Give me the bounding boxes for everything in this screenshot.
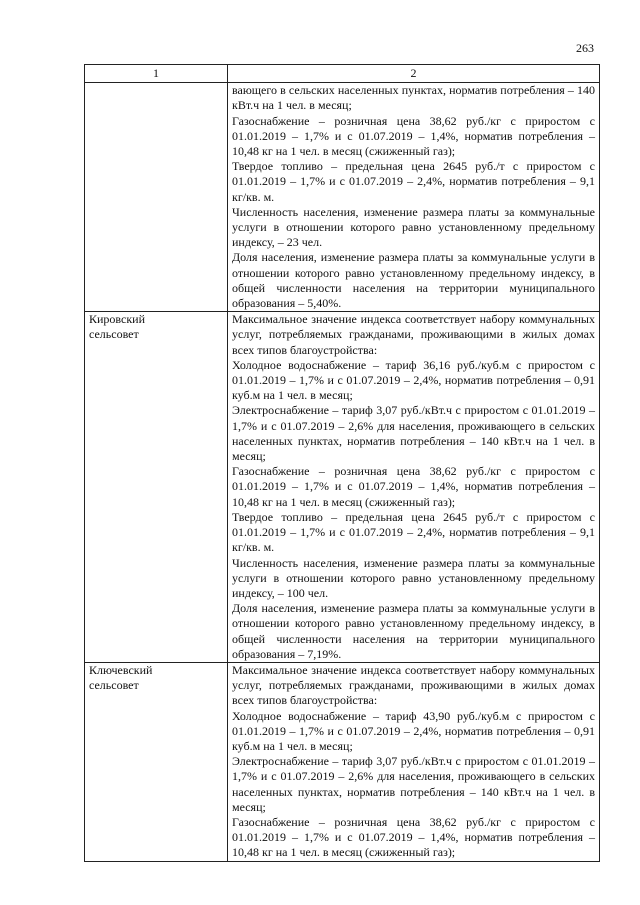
description-paragraph: Численность населения, изменение размера платы за коммунальные услуги в отношении которого равно установленному предельному индексу, – 100 чел. xyxy=(232,555,595,600)
description-paragraph: вающего в сельских населенных пунктах, норматив потребления – 140 кВт.ч на 1 чел. в месяц; xyxy=(232,83,595,113)
description-paragraph: Доля населения, изменение размера платы за коммунальные услуги в отношении которого равно установленному предельному индексу, в общей численности населения на территории муниципального образования – 5,40%. xyxy=(232,250,595,311)
municipality-cell xyxy=(85,83,228,312)
description-paragraph: Твердое топливо – предельная цена 2645 руб./т с приростом с 01.01.2019 – 1,7% и с 01.07.2019 – 2,4%, норматив потребления – 9,1 кг/кв. м. xyxy=(232,159,595,204)
municipality-name-line: сельсовет xyxy=(89,678,139,693)
description-paragraph: Твердое топливо – предельная цена 2645 руб./т с приростом с 01.01.2019 – 1,7% и с 01.07.2019 – 2,4%, норматив потребления – 9,1 кг/кв. м. xyxy=(232,509,595,555)
municipality-cell xyxy=(85,662,228,861)
description-paragraph: Холодное водоснабжение – тариф 43,90 руб./куб.м с приростом с 01.01.2019 – 1,7% и с 01.07.2019 – 2,4%, норматив потребления – 0,91 куб.м на 1 чел. в месяц; xyxy=(232,708,595,753)
column-header-1: 1 xyxy=(85,65,228,83)
description-cell xyxy=(228,312,600,663)
description-paragraph: Доля населения, изменение размера платы за коммунальные услуги в отношении которого равно установленному предельному индексу, в общей численности населения на территории муниципального образования – 7,19%. xyxy=(232,601,595,661)
description-paragraph: Газоснабжение – розничная цена 38,62 руб./кг с приростом с 01.01.2019 – 1,7% и с 01.07.2019 – 1,4%, норматив потребления – 10,48 кг на 1 чел. в месяц (сжиженный газ); xyxy=(232,464,595,509)
column-header-2: 2 xyxy=(228,65,600,83)
indices-table xyxy=(84,64,600,862)
page-number: 263 xyxy=(576,41,594,55)
municipality-cell xyxy=(85,312,228,663)
description-paragraph: Холодное водоснабжение – тариф 36,16 руб./куб.м с приростом с 01.01.2019 – 1,7% и с 01.07.2019 – 2,4%, норматив потребления – 0,91 куб.м на 1 чел. в месяц; xyxy=(232,357,595,403)
table-row xyxy=(85,662,600,861)
table-row xyxy=(85,312,600,663)
municipality-name-line: сельсовет xyxy=(89,327,139,342)
description-paragraph: Газоснабжение – розничная цена 38,62 руб./кг с приростом с 01.01.2019 – 1,7% и с 01.07.2019 – 1,4%, норматив потребления – 10,48 кг на 1 чел. в месяц (сжиженный газ); xyxy=(232,113,595,159)
description-cell xyxy=(228,662,600,861)
municipality-name-line: Ключевский xyxy=(89,662,153,677)
description-paragraph: Максимальное значение индекса соответствует набору коммунальных услуг, потребляемых гражданами, проживающими в жилых домах всех типов благоустройства: xyxy=(232,312,595,357)
description-paragraph: Численность населения, изменение размера платы за коммунальные услуги в отношении которого равно установленному предельному индексу, – 23 чел. xyxy=(232,204,595,250)
description-paragraph: Электроснабжение – тариф 3,07 руб./кВт.ч с приростом с 01.01.2019 – 1,7% и с 01.07.2019 – 2,6% для населения, проживающего в сельских населенных пунктах, норматив потребления – 140 кВт.ч на 1 чел. в месяц; xyxy=(232,754,595,814)
municipality-name-line: Кировский xyxy=(89,312,146,327)
description-cell xyxy=(228,83,600,312)
description-paragraph: Максимальное значение индекса соответствует набору коммунальных услуг, потребляемых гражданами, проживающими в жилых домах всех типов благоустройства: xyxy=(232,662,595,708)
table-body xyxy=(85,83,600,861)
description-paragraph: Электроснабжение – тариф 3,07 руб./кВт.ч с приростом с 01.01.2019 – 1,7% и с 01.07.2019 – 2,6% для населения, проживающего в сельских населенных пунктах, норматив потребления – 140 кВт.ч на 1 чел. в месяц; xyxy=(232,403,595,464)
description-paragraph: Газоснабжение – розничная цена 38,62 руб./кг с приростом с 01.01.2019 – 1,7% и с 01.07.2019 – 1,4%, норматив потребления – 10,48 кг на 1 чел. в месяц (сжиженный газ); xyxy=(232,814,595,860)
table-row xyxy=(85,83,600,312)
table-header-row xyxy=(85,65,600,83)
